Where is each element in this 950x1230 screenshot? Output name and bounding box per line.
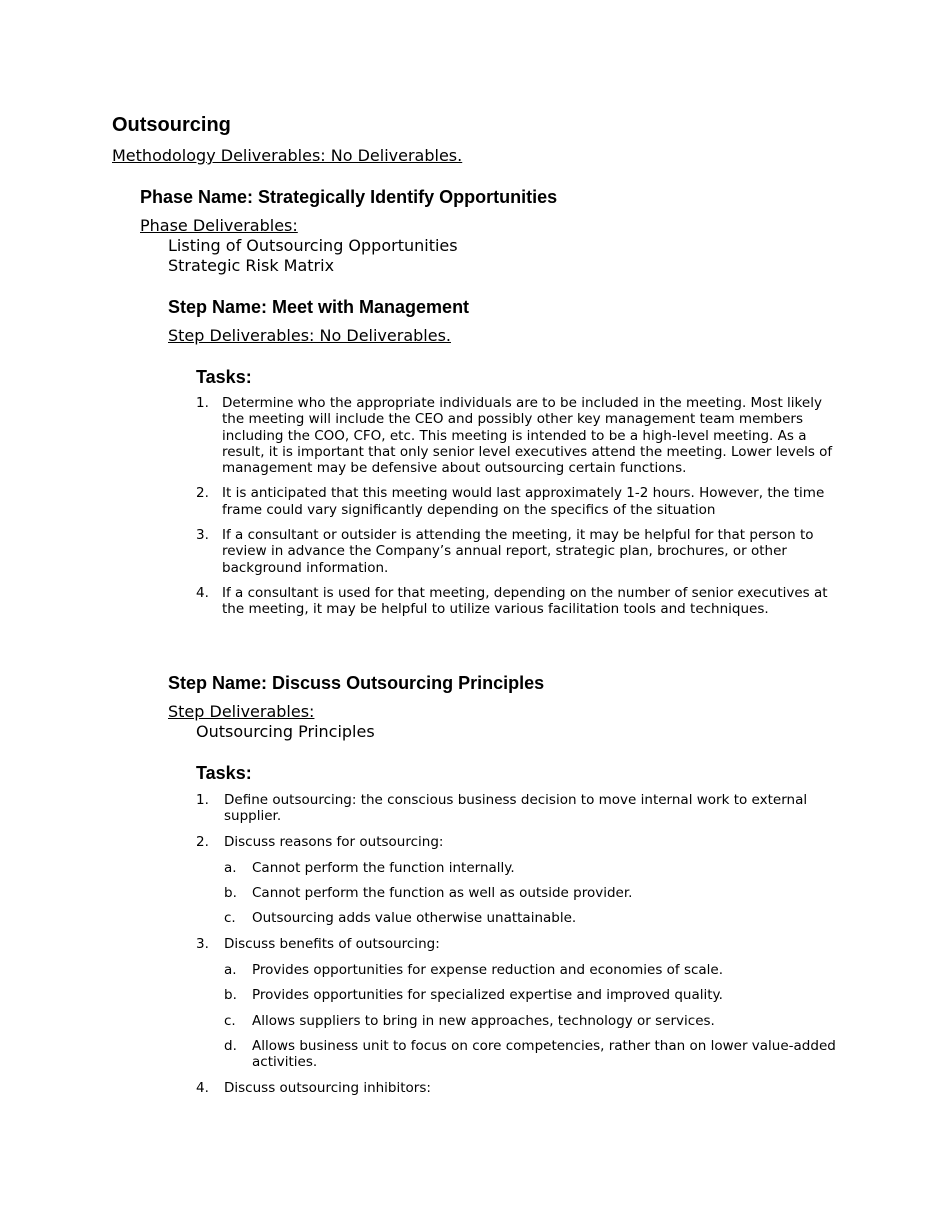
task-number: 4.	[196, 1079, 209, 1096]
sub-task-item	[224, 910, 846, 926]
task-list	[196, 395, 846, 627]
task-item	[196, 1080, 846, 1096]
task-number: 2.	[196, 485, 209, 502]
sub-task-text: Cannot perform the function as well as outside provider.	[252, 885, 633, 902]
task-item	[196, 395, 846, 476]
task-list	[196, 792, 846, 1105]
task-text: Discuss reasons for outsourcing:	[224, 833, 444, 850]
sub-task-item	[224, 1038, 846, 1071]
task-item	[196, 834, 846, 927]
step-deliverables-label: Step Deliverables:	[168, 702, 315, 721]
task-text: Determine who the appropriate individuals are to be included in the meeting. Most likely the meeting will include the CEO and possibly other key management team members including the COO, CFO, etc. This meeting is intended to be a high-level meeting. As a result, it is important that only senior level executives attend the meeting. Lower levels of management may be defensive about outsourcing certain functions.	[222, 395, 833, 477]
sub-task-list	[224, 860, 846, 927]
sub-task-text: Allows suppliers to bring in new approaches, technology or services.	[252, 1012, 715, 1029]
sub-task-text: Allows business unit to focus on core competencies, rather than on lower value-added activities.	[252, 1037, 836, 1071]
task-number: 3.	[196, 527, 209, 544]
task-number: 2.	[196, 833, 209, 850]
task-item	[196, 527, 846, 576]
step-deliverables-list	[196, 722, 375, 742]
sub-task-letter: c.	[224, 910, 236, 927]
sub-task-item	[224, 885, 846, 901]
task-item	[196, 585, 846, 618]
sub-task-item	[224, 860, 846, 876]
step-deliverable-item: Outsourcing Principles	[196, 722, 375, 741]
task-text: Discuss benefits of outsourcing:	[224, 935, 440, 952]
step-deliverables-label: Step Deliverables: No Deliverables.	[168, 326, 451, 345]
phase-deliverables-label: Phase Deliverables:	[140, 216, 298, 235]
sub-task-text: Provides opportunities for expense reduction and economies of scale.	[252, 962, 724, 979]
phase-deliverables-list	[168, 236, 458, 276]
sub-task-letter: a.	[224, 859, 237, 876]
task-item	[196, 936, 846, 1071]
task-number: 1.	[196, 395, 209, 411]
task-number: 3.	[196, 935, 209, 952]
methodology-deliverables: Methodology Deliverables: No Deliverables.	[112, 146, 463, 165]
sub-task-item	[224, 1013, 846, 1029]
sub-task-text: Provides opportunities for specialized expertise and improved quality.	[252, 987, 723, 1004]
task-text: Discuss outsourcing inhibitors:	[224, 1079, 431, 1096]
phase-deliverable-item: Strategic Risk Matrix	[168, 256, 335, 275]
step-name-heading: Step Name: Meet with Management	[168, 297, 470, 317]
phase-deliverable-item: Listing of Outsourcing Opportunities	[168, 236, 458, 255]
tasks-heading: Tasks:	[196, 367, 252, 387]
sub-task-letter: b.	[224, 987, 237, 1004]
phase-name-heading: Phase Name: Strategically Identify Opportunities	[140, 187, 558, 207]
task-item	[196, 792, 846, 825]
task-item	[196, 485, 846, 518]
sub-task-text: Cannot perform the function internally.	[252, 859, 515, 876]
sub-task-item	[224, 987, 846, 1003]
task-number: 4.	[196, 584, 209, 601]
sub-task-letter: b.	[224, 885, 237, 902]
task-text: If a consultant or outsider is attending the meeting, it may be helpful for that person to review in advance the Company’s annual report, strategic plan, brochures, or other background information.	[222, 527, 814, 576]
sub-task-letter: c.	[224, 1012, 236, 1029]
sub-task-letter: a.	[224, 962, 237, 979]
sub-task-item	[224, 962, 846, 978]
tasks-heading: Tasks:	[196, 763, 252, 783]
task-number: 1.	[196, 792, 209, 808]
sub-task-text: Outsourcing adds value otherwise unattainable.	[252, 910, 577, 927]
step-name-heading: Step Name: Discuss Outsourcing Principles	[168, 673, 545, 693]
document-title: Outsourcing	[112, 114, 231, 136]
task-text: Define outsourcing: the conscious business decision to move internal work to external supplier.	[224, 792, 808, 825]
task-text: It is anticipated that this meeting would last approximately 1-2 hours. However, the time frame could vary significantly depending on the specifics of the situation	[222, 485, 825, 518]
sub-task-letter: d.	[224, 1037, 237, 1054]
task-text: If a consultant is used for that meeting, depending on the number of senior executives at the meeting, it may be helpful to utilize various facilitation tools and techniques.	[222, 584, 828, 618]
sub-task-list	[224, 962, 846, 1070]
